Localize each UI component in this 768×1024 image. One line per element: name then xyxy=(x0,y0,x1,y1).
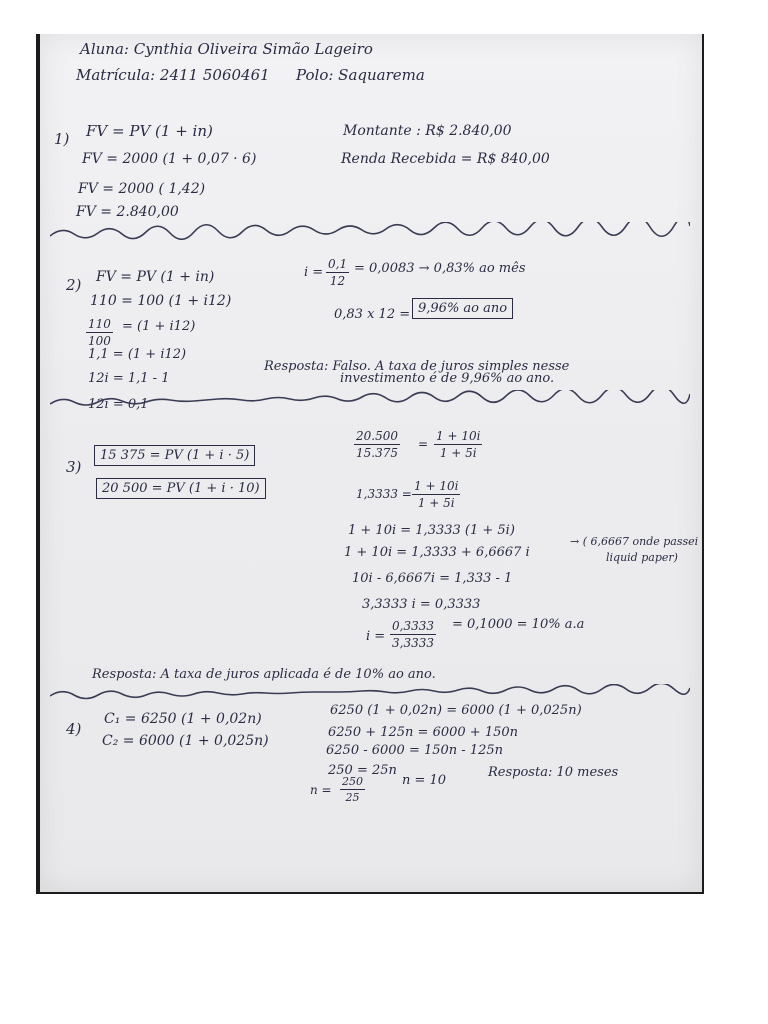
q4-line: C₂ = 6000 (1 + 0,025n) xyxy=(102,733,269,749)
q4-answer: Resposta: 10 meses xyxy=(488,765,619,780)
q3-line: 1,3333 = xyxy=(356,487,412,501)
q4-line: 6250 + 125n = 6000 + 150n xyxy=(328,725,519,740)
q3-line: i = xyxy=(366,629,386,644)
q4-line: n = xyxy=(310,783,332,797)
q3-line: 3,3333 i = 0,3333 xyxy=(362,597,481,612)
q2-i-result: = 0,0083 → 0,83% ao mês xyxy=(354,261,526,276)
q2-line: 1,1 = (1 + i12) xyxy=(88,347,187,362)
q3-equals: = xyxy=(418,437,429,451)
q2-line: = (1 + i12) xyxy=(122,319,196,334)
q2-line: 12i = 0,1 xyxy=(88,397,149,412)
q2-label: 2) xyxy=(66,276,82,294)
student-name: Aluna: Cynthia Oliveira Simão Lageiro xyxy=(80,40,373,58)
q3-note: liquid paper) xyxy=(606,551,678,564)
q4-line: C₁ = 6250 (1 + 0,02n) xyxy=(104,711,262,727)
q3-fraction: $\frac{1 + 10i}{1 + 5i}$ xyxy=(436,429,481,460)
q1-renda: Renda Recebida = R$ 840,00 xyxy=(341,151,550,167)
q3-fraction: $\frac{20.500}{15.375}$ xyxy=(356,429,398,460)
q1-line: FV = 2.840,00 xyxy=(76,204,179,220)
q4-fraction: $\frac{250}{25}$ xyxy=(342,775,363,804)
q2-multiplication: 0,83 x 12 = xyxy=(334,307,411,322)
q3-equation-box: 15 375 = PV (1 + i · 5) xyxy=(94,445,255,466)
q1-label: 1) xyxy=(54,130,70,148)
q3-label: 3) xyxy=(66,458,82,476)
q2-fraction: $\frac{110}{100}$ xyxy=(88,317,111,348)
section-divider xyxy=(50,684,690,702)
q3-fraction: $\frac{1 + 10i}{1 + 5i}$ xyxy=(414,479,459,510)
q3-line: 10i - 6,6667i = 1,333 - 1 xyxy=(352,571,513,586)
q3-note: → ( 6,6667 onde passei xyxy=(570,535,699,548)
section-divider xyxy=(50,390,690,408)
q2-answer: Resposta: Falso. A taxa de juros simples nesse xyxy=(264,359,570,374)
q2-i-fraction: $\frac{0,1}{12}$ xyxy=(328,257,348,288)
q2-i-prefix: i = xyxy=(304,265,324,280)
q4-label: 4) xyxy=(66,720,82,738)
q2-line: FV = PV (1 + in) xyxy=(96,269,215,285)
q1-line: FV = 2000 ( 1,42) xyxy=(78,181,206,197)
q2-line: 110 = 100 (1 + i12) xyxy=(90,293,232,309)
q2-answer: investimento é de 9,96% ao ano. xyxy=(340,371,555,386)
q1-montante: Montante : R$ 2.840,00 xyxy=(343,123,512,139)
q4-result: n = 10 xyxy=(402,773,447,788)
q3-line: 1 + 10i = 1,3333 (1 + 5i) xyxy=(348,523,515,538)
student-polo: Polo: Saquarema xyxy=(296,66,425,84)
section-divider xyxy=(50,222,690,240)
q2-boxed-result: 9,96% ao ano xyxy=(412,298,513,319)
q3-line: = 0,1000 = 10% a.a xyxy=(452,617,585,632)
q1-line: FV = 2000 (1 + 0,07 · 6) xyxy=(82,151,257,167)
q4-line: 6250 - 6000 = 150n - 125n xyxy=(326,743,504,758)
q3-answer: Resposta: A taxa de juros aplicada é de 10% ao ano. xyxy=(92,667,436,682)
q3-line: 1 + 10i = 1,3333 + 6,6667 i xyxy=(344,545,530,560)
q4-line: 6250 (1 + 0,02n) = 6000 (1 + 0,025n) xyxy=(330,703,582,718)
q1-line: FV = PV (1 + in) xyxy=(86,122,213,140)
q3-fraction: $\frac{0,3333}{3,3333}$ xyxy=(392,619,434,650)
q3-equation-box: 20 500 = PV (1 + i · 10) xyxy=(96,478,266,499)
student-id: Matrícula: 2411 5060461 xyxy=(76,66,270,84)
q4-line: 250 = 25n xyxy=(328,763,397,778)
q2-line: 12i = 1,1 - 1 xyxy=(88,371,170,386)
